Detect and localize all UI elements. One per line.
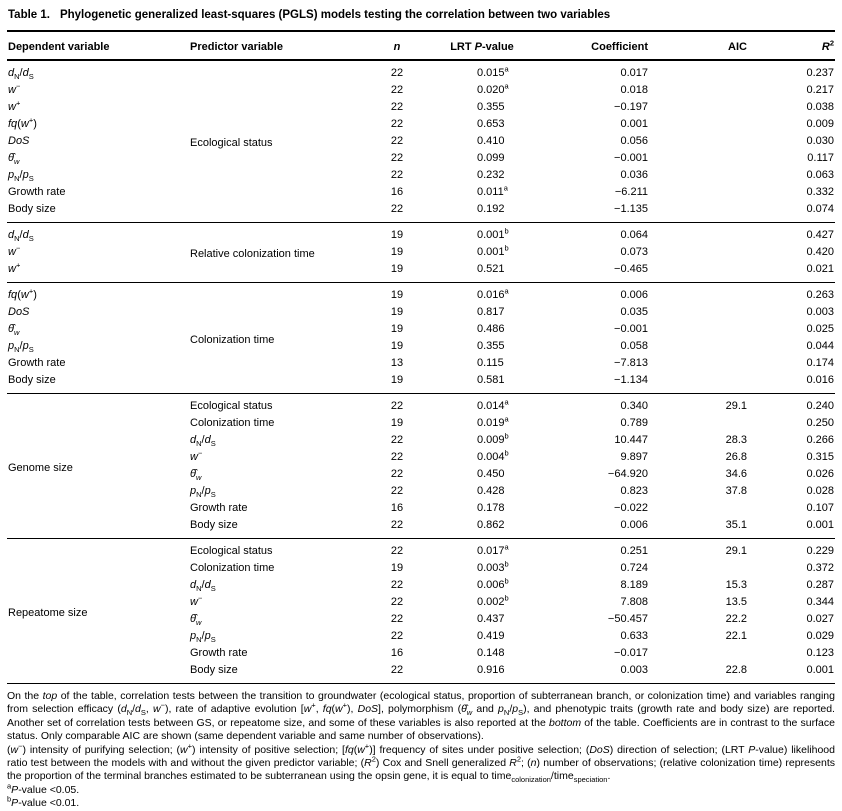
table-row (7, 167, 835, 184)
table-row (7, 150, 835, 167)
cell-aic: 13.5 (725, 596, 747, 608)
cell-n: 22 (390, 400, 404, 412)
cell-coefficient: 0.006 (620, 289, 648, 301)
cell-aic: 37.8 (725, 485, 747, 497)
cell-aic: 29.1 (725, 400, 747, 412)
cell-aic: 29.1 (725, 545, 747, 557)
cell-coefficient: −0.197 (614, 101, 648, 113)
table-row (7, 99, 835, 116)
cell-lrt: 0.581 (477, 374, 505, 386)
cell-coefficient: −7.813 (614, 357, 648, 369)
cell-coefficient: 0.035 (620, 306, 648, 318)
cell-lrt: 0.019$^a$ (477, 414, 509, 429)
cell-n: 16 (390, 502, 404, 514)
cell-n: 19 (390, 263, 404, 275)
table-row (7, 133, 835, 150)
cell-coefficient: 0.633 (620, 630, 648, 642)
cell-coefficient: −0.022 (614, 502, 648, 514)
cell-aic (659, 372, 754, 394)
column-header-coefficient: Coefficient (591, 41, 648, 53)
cell-r2: 0.063 (806, 169, 834, 181)
cell-r2: 0.028 (806, 485, 834, 497)
cell-lrt: 0.115 (477, 357, 504, 369)
cell-coefficient: 0.058 (620, 340, 648, 352)
cell-dependent: Growth rate (8, 186, 66, 198)
cell-n: 22 (390, 203, 404, 215)
cell-r2: 0.332 (806, 186, 834, 198)
table-row (7, 201, 835, 223)
cell-lrt: 0.006$^b$ (477, 576, 509, 591)
table-row (7, 304, 835, 321)
cell-coefficient: 0.064 (620, 229, 648, 241)
cell-n: 16 (390, 186, 404, 198)
cell-r2: 0.001 (806, 664, 834, 676)
cell-aic (659, 60, 754, 82)
cell-r2: 0.003 (806, 306, 834, 318)
cell-predictor: $d_N/d_S$ (190, 434, 216, 449)
cell-coefficient: 0.251 (620, 545, 648, 557)
cell-predictor: $p_N/p_S$ (190, 630, 216, 645)
cell-coefficient: 0.056 (620, 135, 648, 147)
cell-predictor-shared: Ecological status (190, 137, 273, 149)
cell-lrt: 0.003$^b$ (477, 559, 509, 574)
header-row (7, 32, 835, 60)
footnote-marker-a: $^a$P-value <0.05. (7, 781, 80, 796)
cell-coefficient: −6.211 (614, 186, 648, 198)
cell-r2: 0.263 (806, 289, 834, 301)
cell-n: 22 (390, 84, 404, 96)
cell-r2: 0.237 (806, 67, 834, 79)
cell-dependent: fq(w+) (8, 115, 37, 130)
cell-lrt: 0.020$^a$ (477, 81, 509, 96)
cell-coefficient: −1.134 (614, 374, 648, 386)
cell-n: 19 (390, 562, 404, 574)
cell-n: 22 (390, 613, 404, 625)
table-row (7, 321, 835, 338)
cell-n: 22 (390, 630, 404, 642)
cell-coefficient: 0.036 (620, 169, 648, 181)
cell-lrt: 0.450 (477, 468, 505, 480)
cell-r2: 0.420 (806, 246, 834, 258)
cell-coefficient: −0.017 (614, 647, 648, 659)
table-row (7, 82, 835, 99)
cell-dependent: $d_N/d_S$ (8, 67, 34, 82)
cell-coefficient: −64.920 (607, 468, 648, 480)
cell-n: 19 (390, 323, 404, 335)
cell-r2: 0.016 (806, 374, 834, 386)
cell-dependent: $\thetâ_w$ (8, 323, 20, 338)
cell-r2: 0.250 (806, 417, 834, 429)
cell-aic (659, 244, 754, 261)
cell-coefficient: 9.897 (620, 451, 648, 463)
cell-predictor: Colonization time (190, 417, 275, 429)
table-row (7, 283, 835, 305)
cell-coefficient: −0.465 (614, 263, 648, 275)
cell-dependent: $p_N/p_S$ (8, 340, 34, 355)
cell-predictor: w− (190, 593, 203, 608)
cell-predictor-shared: Relative colonization time (190, 248, 315, 260)
cell-aic (659, 500, 754, 517)
cell-coefficient: 0.823 (620, 485, 648, 497)
cell-predictor: Growth rate (190, 502, 248, 514)
cell-n: 22 (390, 451, 404, 463)
column-header-n: n (393, 41, 401, 53)
cell-lrt: 0.428 (477, 485, 505, 497)
table-row (7, 60, 835, 82)
cell-n: 22 (390, 545, 404, 557)
cell-lrt: 0.862 (477, 519, 505, 531)
table-block-4 (7, 394, 835, 539)
cell-coefficient: 0.724 (620, 562, 648, 574)
cell-coefficient: 0.017 (620, 67, 648, 79)
cell-lrt: 0.011$^a$ (477, 183, 508, 198)
table-block-1 (7, 60, 835, 223)
cell-coefficient: 0.001 (620, 118, 648, 130)
cell-n: 22 (390, 519, 404, 531)
cell-r2: 0.025 (806, 323, 834, 335)
cell-predictor-shared: Colonization time (190, 333, 275, 346)
cell-lrt: 0.148 (477, 647, 505, 659)
cell-lrt: 0.009$^b$ (477, 431, 509, 446)
cell-lrt: 0.014$^a$ (477, 397, 509, 412)
cell-aic (659, 304, 754, 321)
cell-dependent: Body size (8, 203, 56, 215)
cell-r2: 0.240 (806, 400, 834, 412)
cell-aic: 15.3 (725, 579, 747, 591)
cell-predictor: Ecological status (190, 400, 273, 412)
cell-aic (659, 99, 754, 116)
cell-aic (659, 261, 754, 283)
table-row (7, 116, 835, 133)
table-row (7, 223, 835, 245)
table-title (7, 5, 835, 32)
cell-coefficient: 0.018 (620, 84, 648, 96)
cell-r2: 0.344 (806, 596, 834, 608)
cell-lrt: 0.355 (477, 340, 505, 352)
cell-aic (659, 167, 754, 184)
cell-r2: 0.174 (806, 357, 834, 369)
cell-r2: 0.030 (806, 135, 834, 147)
cell-lrt: 0.653 (477, 118, 505, 130)
cell-n: 22 (390, 468, 404, 480)
cell-r2: 0.117 (807, 152, 834, 164)
cell-n: 19 (390, 246, 404, 258)
table-row (7, 539, 835, 561)
cell-lrt: 0.437 (477, 613, 505, 625)
cell-aic: 34.6 (725, 468, 747, 480)
cell-predictor: Body size (190, 519, 238, 531)
cell-aic (659, 560, 754, 577)
cell-coefficient: 0.789 (620, 417, 648, 429)
table-block-5 (7, 539, 835, 684)
cell-r2: 0.287 (806, 579, 834, 591)
cell-predictor: $d_N/d_S$ (190, 579, 216, 594)
cell-n: 13 (390, 357, 404, 369)
cell-dependent: $p_N/p_S$ (8, 169, 34, 184)
cell-n: 22 (390, 135, 404, 147)
cell-n: 22 (390, 152, 404, 164)
table-footnotes (7, 684, 835, 811)
cell-dependent: fq(w+) (8, 286, 37, 301)
cell-n: 22 (390, 664, 404, 676)
cell-dependent: Growth rate (8, 357, 66, 369)
table-row (7, 372, 835, 394)
cell-dependent: Body size (8, 374, 56, 386)
cell-aic (659, 201, 754, 223)
table-number-label: Table 1. (8, 9, 50, 21)
table-row (7, 355, 835, 372)
cell-aic (659, 82, 754, 99)
cell-r2: 0.123 (806, 647, 834, 659)
cell-n: 22 (390, 485, 404, 497)
cell-r2: 0.027 (806, 613, 834, 625)
cell-lrt: 0.099 (477, 152, 505, 164)
cell-n: 22 (390, 118, 404, 130)
cell-predictor: w− (190, 448, 203, 463)
cell-n: 22 (390, 169, 404, 181)
cell-aic: 22.2 (725, 613, 747, 625)
cell-r2: 0.372 (806, 562, 834, 574)
cell-dependent-shared: Genome size (8, 461, 73, 474)
cell-r2: 0.107 (806, 502, 834, 514)
cell-predictor: Ecological status (190, 545, 273, 557)
cell-n: 22 (390, 101, 404, 113)
cell-coefficient: 7.808 (620, 596, 648, 608)
cell-predictor: Growth rate (190, 647, 248, 659)
cell-dependent: w− (8, 81, 21, 96)
cell-r2: 0.044 (806, 340, 834, 352)
cell-dependent: DoS (8, 306, 30, 318)
pgls-table (7, 32, 835, 684)
cell-n: 19 (390, 229, 404, 241)
cell-r2: 0.315 (806, 451, 834, 463)
cell-r2: 0.001 (806, 519, 834, 531)
cell-aic: 22.1 (725, 630, 747, 642)
cell-n: 19 (390, 417, 404, 429)
cell-lrt: 0.410 (477, 135, 505, 147)
cell-r2: 0.009 (806, 118, 834, 130)
cell-dependent-shared: Repeatome size (8, 606, 88, 619)
table-row (7, 184, 835, 201)
cell-n: 22 (390, 67, 404, 79)
table-row (7, 394, 835, 416)
cell-predictor: Body size (190, 664, 238, 676)
cell-lrt: 0.001$^b$ (477, 243, 509, 258)
cell-r2: 0.038 (806, 101, 834, 113)
cell-r2: 0.217 (806, 84, 834, 96)
cell-lrt: 0.419 (477, 630, 505, 642)
table-row (7, 338, 835, 355)
cell-r2: 0.427 (806, 229, 834, 241)
cell-coefficient: −1.135 (614, 203, 648, 215)
cell-lrt: 0.015$^a$ (477, 64, 509, 79)
column-header-r2: $R^2$ (821, 38, 834, 53)
cell-coefficient: 0.003 (620, 664, 648, 676)
table-row (7, 261, 835, 283)
cell-dependent: w+ (8, 98, 21, 113)
cell-aic: 22.8 (725, 664, 747, 676)
cell-aic (659, 645, 754, 662)
cell-lrt: 0.178 (477, 502, 505, 514)
cell-predictor: $\thetâ_w$ (190, 468, 202, 483)
cell-lrt: 0.016$^a$ (477, 286, 509, 301)
cell-lrt: 0.521 (477, 263, 505, 275)
cell-r2: 0.029 (806, 630, 834, 642)
cell-lrt: 0.017$^a$ (477, 542, 509, 557)
cell-r2: 0.074 (806, 203, 834, 215)
cell-predictor: $\thetâ_w$ (190, 613, 202, 628)
cell-aic (659, 116, 754, 133)
cell-n: 22 (390, 596, 404, 608)
cell-lrt: 0.355 (477, 101, 505, 113)
table-header (7, 32, 835, 60)
footnote-marker-b: $^b$P-value <0.01. (7, 794, 80, 810)
cell-aic: 26.8 (725, 451, 747, 463)
table-block-2 (7, 223, 835, 283)
column-header-predictor: Predictor variable (190, 41, 283, 53)
cell-r2: 0.229 (806, 545, 834, 557)
cell-n: 22 (390, 579, 404, 591)
cell-coefficient: 10.447 (614, 434, 648, 446)
cell-lrt: 0.916 (477, 664, 505, 676)
cell-coefficient: −0.001 (614, 152, 648, 164)
cell-aic: 35.1 (725, 519, 747, 531)
cell-aic (659, 338, 754, 355)
cell-dependent: DoS (8, 135, 30, 147)
cell-aic (659, 223, 754, 245)
cell-r2: 0.266 (806, 434, 834, 446)
cell-n: 19 (390, 289, 404, 301)
cell-coefficient: 0.073 (620, 246, 648, 258)
cell-lrt: 0.001$^b$ (477, 226, 509, 241)
cell-aic (659, 355, 754, 372)
cell-lrt: 0.486 (477, 323, 505, 335)
cell-predictor: $p_N/p_S$ (190, 485, 216, 500)
cell-aic (659, 150, 754, 167)
cell-n: 19 (390, 340, 404, 352)
cell-coefficient: 0.340 (620, 400, 648, 412)
cell-dependent: $\thetâ_w$ (8, 152, 20, 167)
cell-lrt: 0.002$^b$ (477, 593, 509, 608)
table-block-3 (7, 283, 835, 394)
cell-aic (659, 184, 754, 201)
cell-aic (659, 133, 754, 150)
table-row (7, 244, 835, 261)
cell-r2: 0.026 (806, 468, 834, 480)
column-header-aic: AIC (728, 41, 747, 53)
cell-aic (659, 415, 754, 432)
cell-dependent: w+ (8, 260, 21, 275)
cell-lrt: 0.232 (477, 169, 505, 181)
cell-aic (659, 321, 754, 338)
cell-coefficient: 0.006 (620, 519, 648, 531)
cell-n: 22 (390, 434, 404, 446)
cell-dependent: w− (8, 243, 21, 258)
footnote-paragraph-2: (w−) intensity of purifying selection; (w+) intensity of positive selection; [fq(w+)] frequency of sites under positive selection; (DoS) direction of selection; (LRT P-value) likelihood ratio test between the models with and without the given predictor variable; $(R^2)$ Cox and Snell generalized $R^2$; (n) number of observations; (relative colonization time) represents the proportion of the terminal branches estimated to be subterranean using the opsin gene, it is equal to time$_{colonization}$/time$_{speciation}$. (7, 741, 835, 785)
cell-lrt: 0.004$^b$ (477, 448, 509, 463)
cell-aic (659, 283, 754, 305)
cell-n: 19 (390, 306, 404, 318)
cell-n: 19 (390, 374, 404, 386)
footnote-paragraph-1: On the top of the table, correlation tests between the transition to groundwater (ecological status, proportion of subterranean branch, or colonization time) and variables ranging from selection efficacy ($d_N/d_S$, w−), rate of adaptive evolution [w+, fq(w+), DoS], polymorphism ($\thetâ_w$ and $p_N/p_S$), and phenotypic traits (growth rate and body size) are reported. Another set of correlation tests between GS, or repeatome size, and some of these variables is also reported at the bottom of the table. Coefficients are in contrast to the surface status. Only comparable AIC are shown (same dependent variable and same number of observations). (7, 690, 835, 743)
table-title-text: Phylogenetic generalized least-squares (PGLS) models testing the correlation between two variables (59, 9, 611, 21)
cell-coefficient: 8.189 (620, 579, 648, 591)
cell-r2: 0.021 (806, 263, 834, 275)
cell-n: 16 (390, 647, 404, 659)
cell-aic: 28.3 (725, 434, 747, 446)
cell-dependent: $d_N/d_S$ (8, 229, 34, 244)
column-header-dependent: Dependent variable (8, 41, 110, 53)
cell-coefficient: −50.457 (607, 613, 648, 625)
cell-predictor: Colonization time (190, 562, 275, 574)
cell-lrt: 0.192 (477, 203, 505, 215)
column-header-lrt: LRT P-value (450, 41, 514, 53)
cell-lrt: 0.817 (477, 306, 505, 318)
cell-coefficient: −0.001 (614, 323, 648, 335)
